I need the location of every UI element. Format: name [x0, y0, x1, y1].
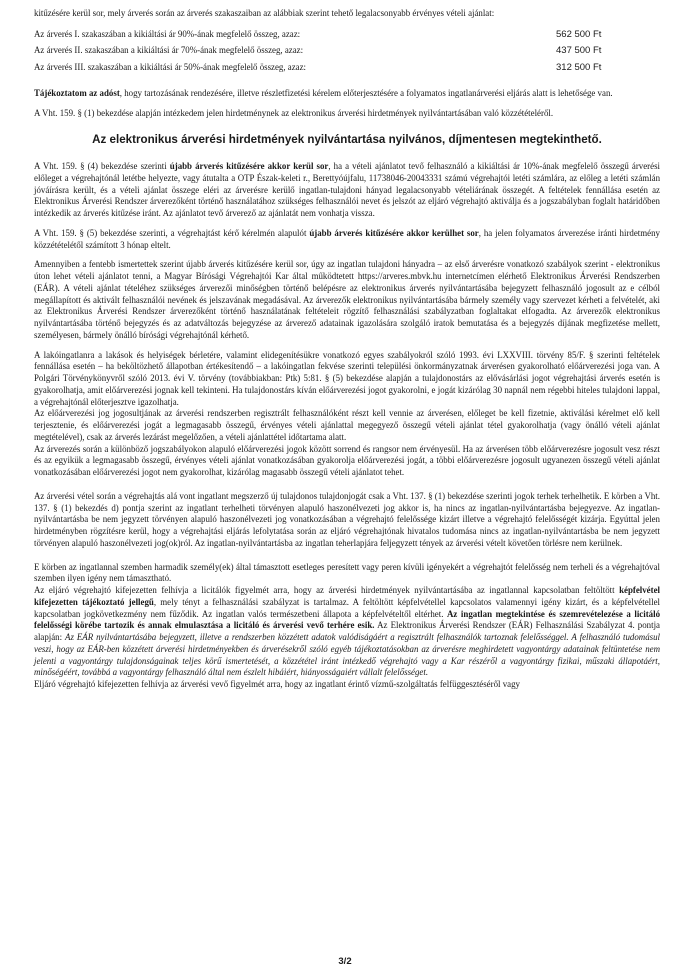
paragraph-vht159-5 — [34, 228, 660, 252]
p12-italic: Az EÁR nyilvántartásába bejegyzett, illetve a rendszerben közzétett adatok valódiságáért a regisztrált felhasználók tartoznak felelősséggel. A felhasználó tudomásul veszi, hogy az EÁR-ben közzétett árverési hirdetményekben és árverésekről szóló egyéb tájékoztatásokban az árverésre meghirdetett vagyontárgy adatainak feltüntetése nem jelenti a vagyontárgy tulajdonságainak teljes körű ismertetését, a közzététel iránt intézkedő végrehajtó vagy a Kar részéről a vagyontárgy fizikai, műszaki állapotáért, minőségéért, továbbá a vagyontárgy felhasználó által nem észlelt hibáiért, hiányosságaiért vállalt felelősséget. — [34, 632, 660, 678]
paragraph-pre-emption: A lakóingatlanra a lakások és helyiségek bérletére, valamint elidegenítésükre vonatkozó egyes szabályokról szóló 1993. évi LXXVIII. törvény 85/F. § szerinti feltételek fennállása esetén – ha beköltözhető állapotban értékesítendő – a lakóingatlan fekvése szerinti települési önkormányzatnak árverésen gyakorolható előárverezési joga van. A Polgári Törvénykönyvről szóló 2013. évi V. törvény (továbbiakban: Ptk) 5:81. § (5) bekezdése alapján a tulajdonostárs az elővásárlási jogot végrehajtási árverés esetén is gyakorolhatja, amit előárverezési jognak kell tekinteni. Ha tulajdonostárs kíván előárverezési jogot gyakorolni, e jogát kizárólag 30 napnál nem régebbi hiteles tulajdoni lappal, a végrehajtónál előterjesztve igazolhatja. — [34, 349, 660, 407]
page-number: 3/2 — [338, 956, 352, 967]
paragraph-water-service: Eljáró végrehajtó kifejezetten felhívja az árverési vevő figyelmét arra, hogy az ingatlant érintő vízmű-szolgáltatás felfüggesztéséről vagy — [34, 679, 520, 690]
paragraph-vht159-4 — [34, 161, 660, 220]
p4-text-a: A Vht. 159. § (4) bekezdése szerinti — [34, 161, 170, 172]
p12-text-a: Az eljáró végrehajtó kifejezetten felhívja a licitálók figyelmét arra, hogy az árverési hirdetmények nyilvántartásába az ingatlannal kapcsolatban feltöltött — [34, 585, 620, 596]
section-heading: Az elektronikus árverési hirdetmények nyilvántartása nyilvános, díjmentesen megtekinthető. — [92, 132, 602, 146]
price-value: 562 500 Ft — [556, 28, 602, 40]
debtor-notice — [34, 88, 660, 100]
p12-text-c: Az Elektronikus Árverési Rendszer (EÁR) Felhasználási Szabályzat 4. pontja alapján: — [34, 620, 660, 643]
intro-text: kitűzésére kerül sor, mely árverés során az árverés szakaszaiban az alábbiak szerint tehető legalacsonyabb érvényes vételi ajánlat: — [34, 8, 495, 18]
p12-bold-1: képfelvétel kifejezetten tájékoztató jellegű — [34, 585, 660, 607]
price-row — [34, 62, 660, 75]
paragraph-image-disclaimer — [34, 585, 660, 679]
p12-text-b: , mely tényt a felhasználási szabályzat is tartalmaz. A feltöltött képfelvétellel kapcsolatos valamennyi igény kizárt, és a képfelvétellel kapcsolatban jogkövetkezmény nem fűződik. Az ingatlan valós természetbeni állapota a képfelvételtől eltérhet. — [34, 596, 660, 619]
price-row — [34, 45, 660, 58]
price-list — [34, 29, 660, 75]
paragraph-pre-emption-order: Az árverezés során a különböző jogszabályokon alapuló előárverezési jogok között sorrend és rangsor nem érvényesül. Ha az árverésen több előárverezésre jogosult vesz részt és az egyikük a legmagasabb összegű, érvényes vételi ajánlat vonatkozásában gyakorolja előárverezési jogát, a többi előárverezésre jogosult ugyanezen összegű vételi ajánlat vonatkozásában előárverezési jogot nem gyakorolhat, kizárólag magasabb összegű vételi ajánlatot tehet. — [34, 443, 660, 478]
paragraph-new-auction: Amennyiben a fentebb ismertettek szerint újabb árverés kitűzésére kerül sor, úgy az ingatlan tulajdoni hányadra – az első árverésre vonatkozó szabályok szerint - elektronikus úton lehet vételi ajánlatot tenni, a Magyar Bírósági Végrehajtói Kar által működtetett https://arveres.mbvk.hu internetcímen elérhető Elektronikus Árverési Rendszerben (EÁR). A vételi ajánlat tételéhez szükséges árverezői minőségben történő belépésre az elektronikus árverés nyilvántartásába bejegyzett felhasználó jogosult az e célból megállapított és aktivált felhasználói nevének és jelszavának megadásával. Az árverezők elektronikus nyilvántartásába bármely személy vagy szervezet kérheti a felvételét, aki az Elektronikus Árverési Rendszer árverezőként történő használatának feltételeit rögzítő felhasználási szabályzatban foglaltakat elfogadta. Az árverezők elektronikus nyilvántartásába történő bejegyzés és az adatváltozás bejegyzése az árverező adatainak igazolására szolgáló iratok bemutatása és a bejegyzés díjának megfizetése mellett, személyesen, bármely önálló bírósági végrehajtónál kérhető. — [34, 259, 660, 340]
debtor-notice-text: , hogy tartozásának rendezésére, illetve részletfizetési kérelem előterjesztésére a folyamatos ingatlanárverési eljárás alatt is lehetősége van. — [119, 88, 613, 99]
paragraph-third-party: E körben az ingatlannal szemben harmadik személy(ek) által támasztott esetleges peresített vagy peren kívüli igényekért a végrehajtót felelősség nem terheli és a végrehajtóval szemben ilyen igény nem támasztható. — [34, 561, 660, 584]
p5-text-a: A Vht. 159. § (5) bekezdése szerinti, a végrehajtást kérő kérelmén alapulót — [34, 227, 310, 238]
price-value: 312 500 Ft — [556, 61, 602, 73]
price-value: 437 500 Ft — [556, 45, 602, 57]
p4-text-b: , ha a vételi ajánlatot tevő felhasználó a kikiáltási ár 10%-ának megfelelő összegű árverési előleget a végrehajtónál letétbe helyezte, vagy átutalta a OTP Észak-keleti r., Berettyóújfalu, 11738046-20043331 számú végrehajtói letéti számlára, az előleg a letéti számlán jóváírásra került, és a vételi ajánlat összege eléri az árverésre kerülő ingatlan-tulajdoni hányad legalacsonyabb vételiárának összegét. A feltételek fennállása esetén az Elektronikus Árverési Rendszer árverezőként történő használatához szükséges felhasználói nevet és jelszót az eljáró végrehajtó aktiválja és a jogszabályban foglalt határidőben intézkedik az árverés kitűzése iránt. Az ajánlatot tevő árverező az ajánlatát nem vonhatja vissza. — [34, 161, 660, 219]
price-row — [34, 29, 660, 42]
paragraph-encumbrances: Az árverési vétel során a végrehajtás alá vont ingatlant megszerző új tulajdonos tulajdonjogát csak a Vht. 137. § (1) bekezdése szerinti jogok terhek terhelhetik. E körben a Vht. 137. § (1) bekezdés d) pontja szerint az ingatlant terhelheti törvényen alapuló haszonélvezeti jog akkor is, ha nincs az ingatlan-nyilvántartásba bejegyezve. Az ingatlan-nyilvántartásba be nem jegyzett törvényen alapuló haszonélvezeti jog vonatkozásában a végrehajtó felelőssége kizárt illetve a végrehajtó felelősségét kizárja. Egyúttal jelen hirdetményben rögzítésre kerül, hogy a végrehajtási eljárás lefolytatása során az eljáró végrehajtónak hivatalos tudomása nincs az ingatlan-nyilvántartásba be nem jegyzett törvényen alapuló haszonélvezeti jog(ok)ról. Az ingatlan-nyilvántartásba az ingatlan teherlapjára feljegyzett tények az árverési vételt követően törlésre nem kerülnek. — [34, 490, 660, 548]
price-label: Az árverés III. szakaszában a kikiáltási ár 50%-ának megfelelő összeg, azaz: — [34, 61, 307, 72]
p4-bold: újabb árverés kitűzésére akkor kerül sor — [169, 161, 329, 172]
publication-paragraph: A Vht. 159. § (1) bekezdése alapján intézkedem jelen hirdetménynek az elektronikus árverési hirdetmények nyilvántartásában való közzétételéről. — [34, 108, 554, 119]
p5-bold: újabb árverés kitűzésére akkor kerülhet sor — [309, 227, 479, 238]
price-label: Az árverés II. szakaszában a kikiáltási ár 70%-ának megfelelő összeg, azaz: — [34, 45, 304, 56]
paragraph-pre-emption-holder: Az előárverezési jog jogosultjának az árverési rendszerben regisztrált felhasználóként részt kell vennie az árverésen, előleget be kell fizetnie, aktiválási kérelmet elő kell terjesztenie, és előárverezési jogát a legmagasabb összegű, érvényes vételi ajánlattal megegyező összegű vételi ajánlat tétel gyakorolhatja (vagy önálló vételi ajánlat megtételével), csak az árverés lezárást megelőzően, a vételi ajánlattétel időtartama alatt. — [34, 408, 660, 442]
p5-text-b: , ha jelen folyamatos árverezése iránti hirdetmény közzétételétől számított 3 hónap eltelt. — [34, 227, 660, 250]
p12-bold-2: Az ingatlan megtekintése és szemrevételezése a licitáló felelősségi körébe tartozik és annak elmulasztása a licitáló és árverési vevő terhére esik. — [34, 608, 661, 631]
price-label: Az árverés I. szakaszában a kikiáltási ár 90%-ának megfelelő összeg, azaz: — [34, 28, 301, 39]
debtor-notice-bold: Tájékoztatom az adóst — [34, 88, 120, 99]
